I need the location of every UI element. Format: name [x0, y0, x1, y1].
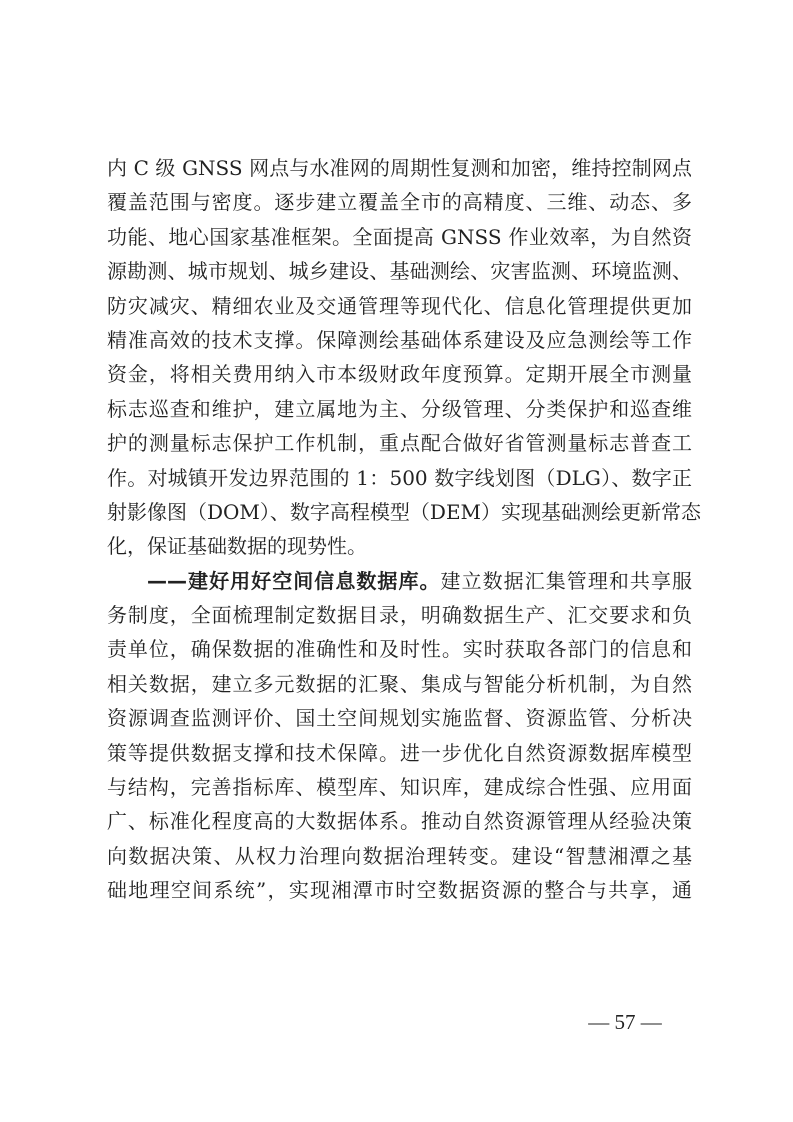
paragraph-line: 础地理空间系统”，实现湘潭市时空数据资源的整合与共享，通: [107, 878, 692, 903]
paragraph-line: 与结构，完善指标库、模型库、知识库，建成综合性强、应用面: [107, 775, 692, 800]
paragraph-line: 护的测量标志保护工作机制，重点配合做好省管测量标志普查工: [107, 431, 692, 456]
paragraph-line: 化，保证基础数据的现势性。: [107, 534, 367, 559]
paragraph-line: 广、标准化程度高的大数据体系。推动自然资源管理从经验决策: [107, 809, 692, 834]
body-text: [107, 151, 702, 908]
section-heading-continuation: 建立数据汇集管理和共享服: [440, 568, 693, 593]
paragraph-line: 功能、地心国家基准框架。全面提高 GNSS 作业效率，为自然资: [107, 224, 692, 249]
paragraph-line: 精准高效的技术支撑。保障测绘基础体系建设及应急测绘等工作: [107, 327, 692, 352]
paragraph-line: 内 C 级 GNSS 网点与水准网的周期性复测和加密，维持控制网点: [107, 156, 692, 180]
paragraph-line: 资源调查监测评价、国土空间规划实施监督、资源监管、分析决: [107, 706, 692, 731]
paragraph-line: 射影像图（DOM）、数字高程模型（DEM）实现基础测绘更新常态: [107, 499, 702, 524]
paragraph-line: 作。对城镇开发边界范围的 1：500 数字线划图（DLG）、数字正: [107, 465, 692, 490]
paragraph-line: 责单位，确保数据的准确性和及时性。实时获取各部门的信息和: [107, 637, 692, 662]
paragraph-line: 覆盖范围与密度。逐步建立覆盖全市的高精度、三维、动态、多: [107, 190, 692, 215]
paragraph-line: 标志巡查和维护，建立属地为主、分级管理、分类保护和巡查维: [107, 396, 692, 421]
paragraph-line: 向数据决策、从权力治理向数据治理转变。建设“智慧湘潭之基: [107, 843, 692, 868]
paragraph-line: 策等提供数据支撑和技术保障。进一步优化自然资源数据库模型: [107, 740, 692, 765]
paragraph-line: 源勘测、城市规划、城乡建设、基础测绘、灾害监测、环境监测、: [107, 259, 692, 284]
section-heading-line: [107, 564, 692, 598]
paragraph-line: 务制度，全面梳理制定数据目录，明确数据生产、汇交要求和负: [107, 603, 692, 628]
paragraph-line: 资金，将相关费用纳入市本级财政年度预算。定期开展全市测量: [107, 362, 692, 387]
paragraph-line: 防灾减灾、精细农业及交通管理等现代化、信息化管理提供更加: [107, 293, 692, 318]
page-number: — 57 —: [588, 1010, 662, 1034]
paragraph-line: 相关数据，建立多元数据的汇聚、集成与智能分析机制，为自然: [107, 671, 692, 696]
section-heading: ——建好用好空间信息数据库。: [147, 568, 441, 593]
